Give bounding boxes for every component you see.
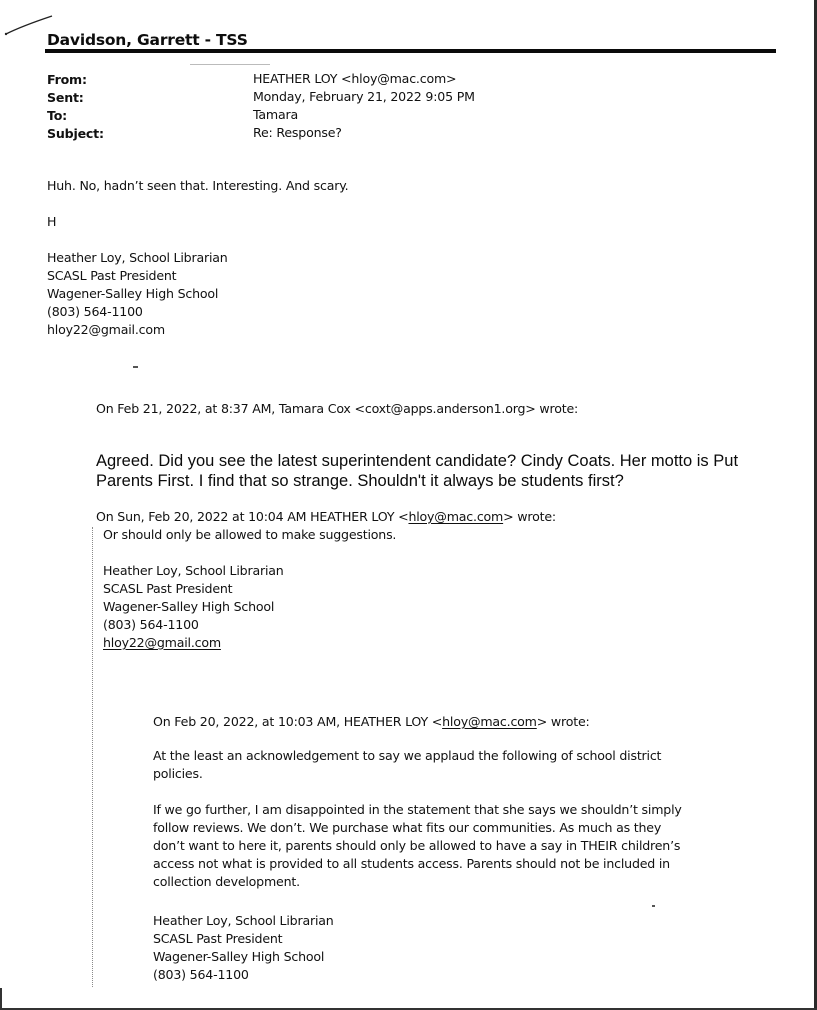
- page-edge-left: [0, 988, 2, 1010]
- signature-line: Heather Loy, School Librarian: [153, 913, 334, 928]
- quote-bar: [92, 527, 94, 987]
- mailbox-owner-name: Davidson, Garrett - TSS: [47, 31, 248, 49]
- paragraph-line: If we go further, I am disappointed in the statement that she says we shouldn’t simply: [153, 802, 682, 817]
- sender-email-link[interactable]: hloy@mac.com: [442, 714, 537, 729]
- signature-line: Wagener-Salley High School: [153, 949, 325, 964]
- from-label: From:: [47, 72, 87, 87]
- signature-line: Wagener-Salley High School: [103, 599, 275, 614]
- paragraph-line: follow reviews. We don’t. We purchase what fits our communities. As much as they: [153, 820, 662, 835]
- signature-line: SCASL Past President: [47, 268, 177, 283]
- signature-email: hloy22@gmail.com: [47, 322, 165, 337]
- quote-body-line: Agreed. Did you see the latest superintendent candidate? Cindy Coats. Her motto is Put: [96, 452, 739, 470]
- signature-email-line: [103, 634, 221, 652]
- attribution-text: > wrote:: [503, 509, 556, 524]
- signature-line: (803) 564-1100: [103, 617, 199, 632]
- signature-line: Heather Loy, School Librarian: [103, 563, 284, 578]
- quote-attribution: On Feb 21, 2022, at 8:37 AM, Tamara Cox <coxt@apps.anderson1.org> wrote:: [96, 401, 579, 416]
- reply-initial: H: [47, 214, 57, 229]
- signature-line: SCASL Past President: [103, 581, 233, 596]
- signature-line: Wagener-Salley High School: [47, 286, 219, 301]
- paragraph-line: don’t want to here it, parents should only be allowed to have a say in THEIR children’s: [153, 838, 681, 853]
- attribution-text: On Sun, Feb 20, 2022 at 10:04 AM HEATHER LOY <: [96, 509, 409, 524]
- quote-attribution: [153, 713, 590, 731]
- signature-line: Heather Loy, School Librarian: [47, 250, 228, 265]
- signature-email-link[interactable]: hloy22@gmail.com: [103, 635, 221, 650]
- sent-label: Sent:: [47, 90, 84, 105]
- quote-attribution: [96, 508, 556, 526]
- signature-line: (803) 564-1100: [153, 967, 249, 982]
- scan-speck: [133, 366, 138, 368]
- sent-value: Monday, February 21, 2022 9:05 PM: [253, 89, 475, 104]
- paragraph-line: At the least an acknowledgement to say we applaud the following of school district: [153, 748, 662, 763]
- subject-label: Subject:: [47, 126, 104, 141]
- signature-line: (803) 564-1100: [47, 304, 143, 319]
- paragraph-line: policies.: [153, 766, 203, 781]
- signature-line: SCASL Past President: [153, 931, 283, 946]
- header-divider: [45, 49, 776, 53]
- to-value: Tamara: [253, 107, 299, 122]
- paragraph-line: collection development.: [153, 874, 300, 889]
- to-label: To:: [47, 108, 68, 123]
- subject-value: Re: Response?: [253, 125, 342, 140]
- attribution-text: > wrote:: [536, 714, 590, 729]
- scan-smudge: [190, 64, 270, 65]
- attribution-text: On Feb 20, 2022, at 10:03 AM, HEATHER LOY <: [153, 714, 443, 729]
- paragraph-line: access not what is provided to all students access. Parents should not be included in: [153, 856, 670, 871]
- sender-email-link[interactable]: hloy@mac.com: [408, 509, 504, 524]
- reply-body: Huh. No, hadn’t seen that. Interesting. And scary.: [47, 178, 349, 193]
- scan-speck: [652, 905, 655, 907]
- from-value: HEATHER LOY <hloy@mac.com>: [253, 71, 457, 86]
- quote-body: Or should only be allowed to make suggestions.: [103, 527, 397, 542]
- quote-body-line: Parents First. I find that so strange. Shouldn't it always be students first?: [96, 472, 624, 490]
